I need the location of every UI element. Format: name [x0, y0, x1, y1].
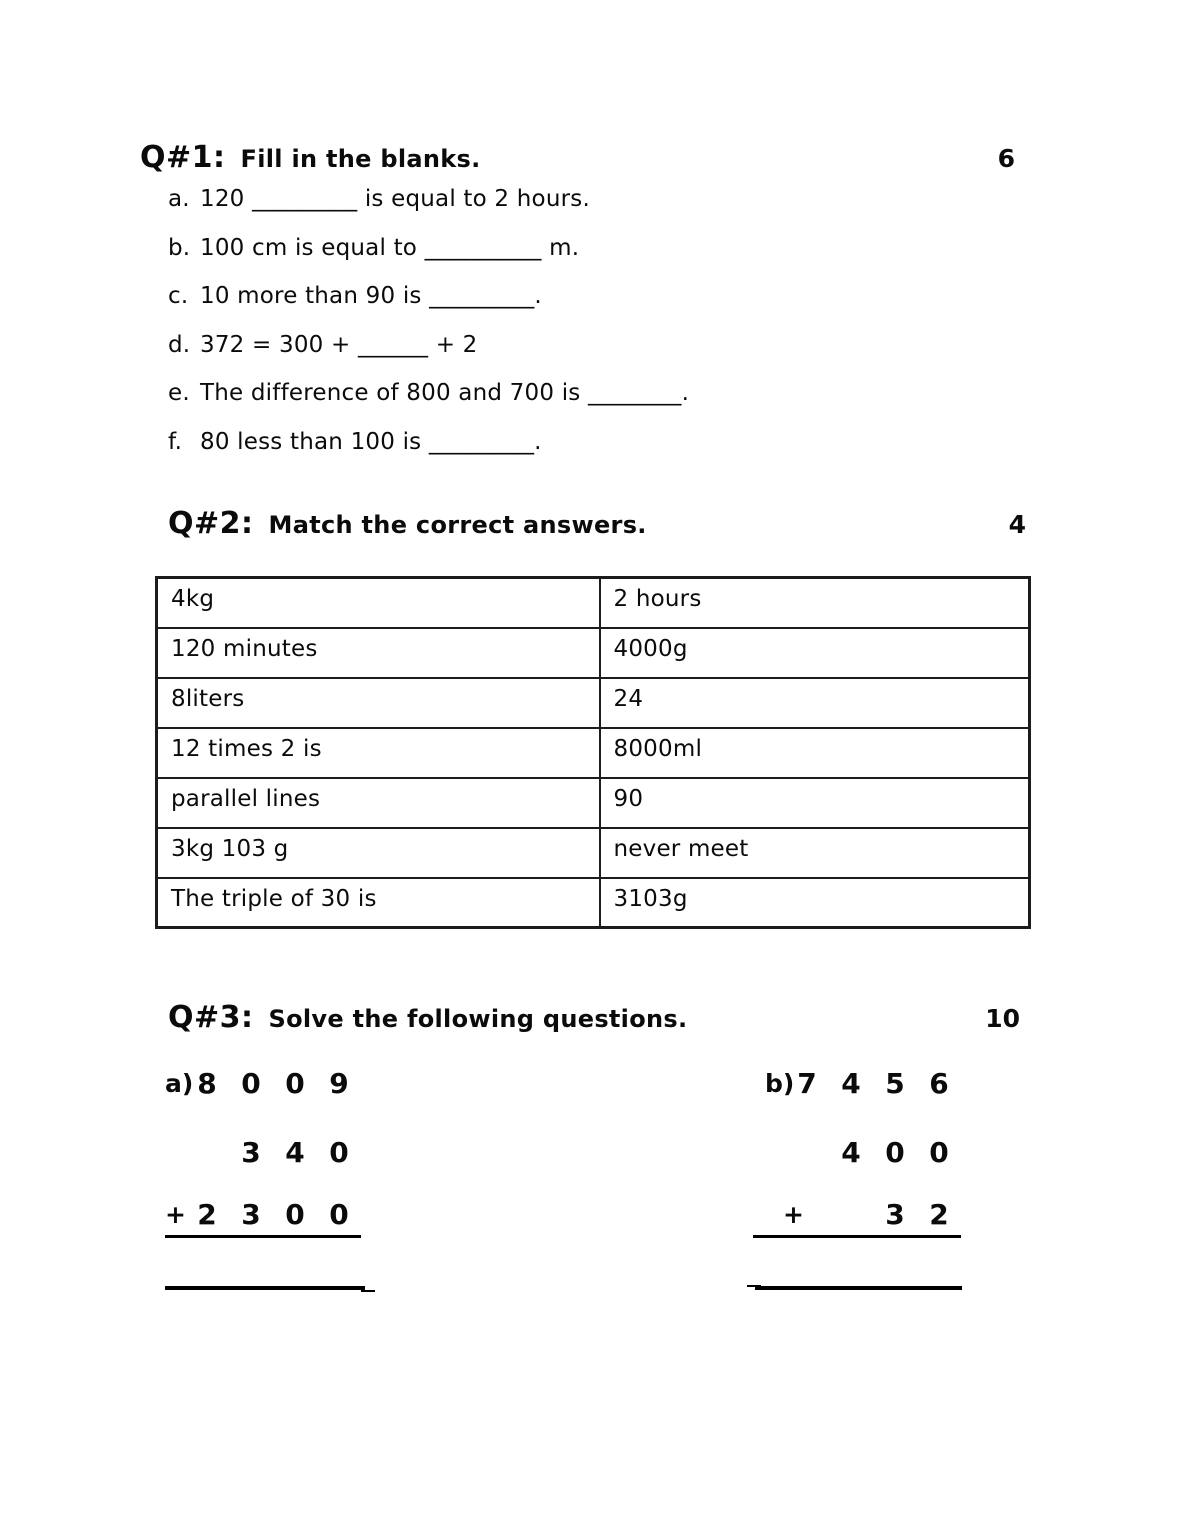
digit-cell: 6 — [929, 1067, 949, 1100]
addend-row-3 — [753, 1200, 961, 1238]
answer-line — [755, 1286, 962, 1290]
addend-row-3 — [165, 1200, 361, 1238]
digit-cell: 0 — [285, 1198, 305, 1231]
table-row — [157, 578, 1030, 628]
q3-score: 10 — [985, 1004, 1020, 1033]
plus-operator: + — [165, 1200, 186, 1229]
q2-score: 4 — [1008, 510, 1026, 539]
digit-cell: 0 — [329, 1136, 349, 1169]
digit-cell: 0 — [329, 1198, 349, 1231]
problem-label: a) — [165, 1069, 194, 1098]
problem-label: b) — [765, 1069, 795, 1098]
match-right-cell: 2 hours — [600, 578, 1030, 628]
digit-cell: 4 — [841, 1136, 861, 1169]
item-letter: d. — [168, 331, 191, 358]
digit-cell: 2 — [929, 1198, 949, 1231]
match-right-cell: 24 — [600, 678, 1030, 728]
table-row — [157, 878, 1030, 928]
match-left-cell: 120 minutes — [157, 628, 600, 678]
digit-cell: 7 — [797, 1067, 817, 1100]
q3-heading — [168, 1000, 1020, 1035]
item-text-with-blank: 100 cm is equal to __________ m. — [200, 234, 580, 261]
q1-score: 6 — [997, 144, 1015, 173]
item-letter: a. — [168, 186, 190, 212]
match-left-cell: 8liters — [157, 678, 600, 728]
addend-row-1 — [765, 1068, 961, 1100]
table-row — [157, 828, 1030, 878]
match-right-cell: 90 — [600, 778, 1030, 828]
q2-title: Match the correct answers. — [268, 511, 647, 539]
digit-cell — [785, 1200, 829, 1230]
match-table — [155, 576, 1031, 929]
addend-row-1 — [165, 1068, 361, 1100]
item-text-with-blank: The difference of 800 and 700 is ________. — [200, 380, 690, 407]
q3-number-label: Q#3: — [168, 1000, 254, 1035]
item-letter: c. — [168, 283, 189, 310]
digit-cell: 3 — [241, 1136, 261, 1169]
match-left-cell: parallel lines — [157, 778, 600, 828]
digit-cell — [829, 1200, 873, 1230]
digit-cell — [185, 1137, 229, 1169]
match-left-cell: 4kg — [157, 578, 600, 628]
q1-heading — [140, 140, 1015, 175]
match-right-cell: 3103g — [600, 878, 1030, 928]
match-left-cell: The triple of 30 is — [157, 878, 600, 928]
item-letter: b. — [168, 234, 191, 261]
digit-cell: 8 — [197, 1067, 217, 1100]
fill-item-b — [168, 235, 689, 284]
table-row — [157, 678, 1030, 728]
digit-cell: 5 — [885, 1067, 905, 1100]
digit-cell: 0 — [241, 1067, 261, 1100]
item-text-with-blank: 80 less than 100 is _________. — [200, 428, 542, 455]
q2-number-label: Q#2: — [168, 506, 254, 541]
plus-operator: + — [783, 1200, 804, 1229]
digit-cell: 3 — [885, 1198, 905, 1231]
digit-cell: 4 — [285, 1136, 305, 1169]
q2-heading — [168, 506, 1026, 541]
fill-item-a — [168, 186, 689, 235]
spacer — [765, 1137, 785, 1169]
digit-cell: 4 — [841, 1067, 861, 1100]
spacer — [165, 1137, 185, 1169]
match-right-cell: 4000g — [600, 628, 1030, 678]
item-letter: f. — [168, 428, 183, 455]
match-right-cell: 8000ml — [600, 728, 1030, 778]
digit-cell: 2 — [197, 1198, 217, 1231]
digit-cell: 0 — [929, 1136, 949, 1169]
fill-item-e — [168, 380, 689, 429]
table-row — [157, 728, 1030, 778]
digit-cell: 0 — [885, 1136, 905, 1169]
q1-fill-in-list — [168, 186, 689, 478]
match-right-cell: never meet — [600, 828, 1030, 878]
match-left-cell: 12 times 2 is — [157, 728, 600, 778]
digit-cell: 0 — [285, 1067, 305, 1100]
q3-title: Solve the following questions. — [268, 1005, 688, 1033]
digit-cell: 3 — [241, 1198, 261, 1231]
item-text-with-blank: 10 more than 90 is _________. — [200, 283, 542, 310]
match-left-cell: 3kg 103 g — [157, 828, 600, 878]
item-text-with-blank: 120 _________ is equal to 2 hours. — [200, 186, 590, 212]
table-row — [157, 778, 1030, 828]
digit-cell: 9 — [329, 1067, 349, 1100]
fill-item-f — [168, 429, 689, 478]
item-letter: e. — [168, 380, 190, 407]
fill-item-c — [168, 283, 689, 332]
fill-item-d — [168, 332, 689, 381]
q1-title: Fill in the blanks. — [240, 145, 481, 173]
item-text-with-blank: 372 = 300 + ______ + 2 — [200, 331, 478, 358]
answer-line — [165, 1286, 365, 1290]
q1-number-label: Q#1: — [140, 140, 226, 175]
addend-row-2 — [765, 1137, 961, 1169]
digit-cell — [785, 1137, 829, 1169]
addend-row-2 — [165, 1137, 361, 1169]
table-row — [157, 628, 1030, 678]
